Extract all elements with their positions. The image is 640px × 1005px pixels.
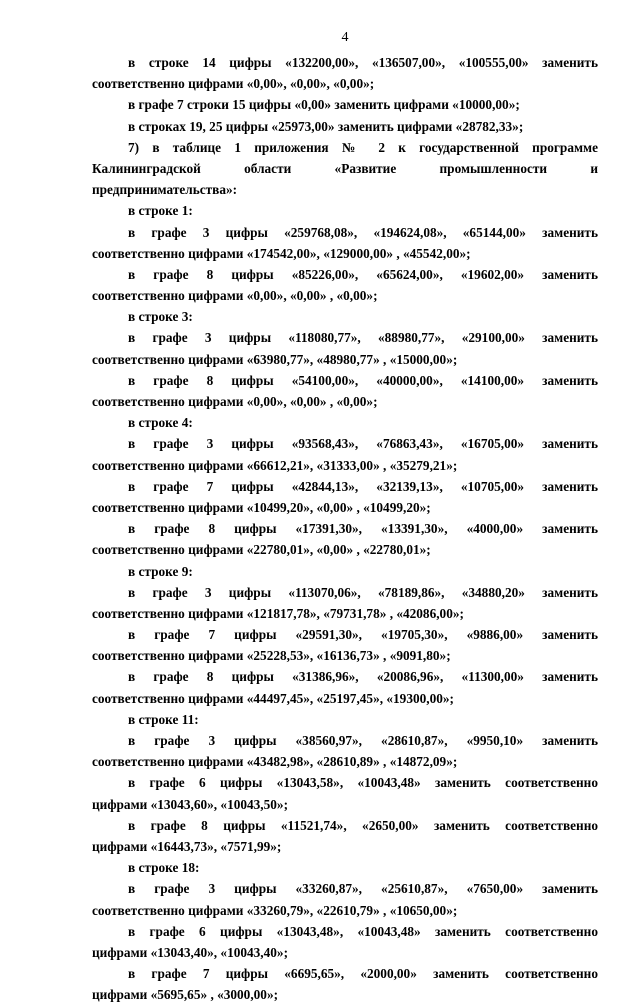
text-line: в графе 8 цифры «54100,00», «40000,00», «14100,00» заменить <box>128 372 598 388</box>
text-line: в графе 8 цифры «17391,30», «13391,30», «4000,00» заменить <box>128 521 598 537</box>
text-line: в графе 3 цифры «113070,06», «78189,86», «34880,20» заменить <box>128 584 598 600</box>
text-line: в графе 3 цифры «259768,08», «194624,08», «65144,00» заменить <box>128 224 598 240</box>
text-line: в строке 3: <box>128 309 193 325</box>
text-line: Калининградской области «Развитие промышленности и <box>92 160 598 176</box>
text-line: в графе 3 цифры «118080,77», «88980,77», «29100,00» заменить <box>128 330 598 346</box>
text-line: цифрами «13043,60», «10043,50»; <box>92 796 289 812</box>
text-line: в графе 7 цифры «42844,13», «32139,13», «10705,00» заменить <box>128 478 598 494</box>
document-body <box>92 52 598 1005</box>
text-line: в строке 1: <box>128 203 193 219</box>
text-line: в строке 18: <box>128 860 200 876</box>
text-line: в графе 8 цифры «31386,96», «20086,96», «11300,00» заменить <box>128 669 598 685</box>
text-line: соответственно цифрами «0,00», «0,00» , «0,00»; <box>92 288 378 304</box>
text-line: соответственно цифрами «66612,21», «31333,00» , «35279,21»; <box>92 457 458 473</box>
text-line: соответственно цифрами «22780,01», «0,00» , «22780,01»; <box>92 542 431 558</box>
text-line: в строке 11: <box>128 711 199 727</box>
text-line: предпринимательства»: <box>92 182 238 198</box>
text-line: в графе 7 цифры «6695,65», «2000,00» заменить соответственно <box>128 966 598 982</box>
text-line: 7) в таблице 1 приложения № 2 к государственной программе <box>128 139 598 155</box>
text-line: в строках 19, 25 цифры «25973,00» заменить цифрами «28782,33»; <box>128 118 524 134</box>
text-line: соответственно цифрами «0,00», «0,00» , «0,00»; <box>92 394 378 409</box>
text-line: соответственно цифрами «10499,20», «0,00» , «10499,20»; <box>92 499 431 515</box>
text-line: в графе 8 цифры «11521,74», «2650,00» заменить соответственно <box>128 817 598 833</box>
text-line: соответственно цифрами «33260,79», «22610,79» , «10650,00»; <box>92 902 458 918</box>
text-line: соответственно цифрами «0,00», «0,00», «0,00»; <box>92 76 375 92</box>
document-page <box>92 30 598 1005</box>
text-line: цифрами «16443,73», «7571,99»; <box>92 838 282 854</box>
text-line: в графе 6 цифры «13043,48», «10043,48» заменить соответственно <box>128 923 598 939</box>
text-line: в графе 8 цифры «85226,00», «65624,00», «19602,00» заменить <box>128 266 598 282</box>
text-line: в строке 4: <box>128 415 193 431</box>
text-line: соответственно цифрами «44497,45», «25197,45», «19300,00»; <box>92 690 454 706</box>
page-number: 4 <box>341 30 349 45</box>
text-line: соответственно цифрами «121817,78», «79731,78» , «42086,00»; <box>92 605 464 621</box>
text-line: в графе 3 цифры «33260,87», «25610,87», «7650,00» заменить <box>128 881 598 897</box>
text-line: в строке 9: <box>128 563 193 579</box>
text-line: в графе 7 строки 15 цифры «0,00» заменить цифрами «10000,00»; <box>128 97 520 113</box>
text-line: в графе 3 цифры «93568,43», «76863,43», «16705,00» заменить <box>128 436 598 452</box>
text-line: в графе 6 цифры «13043,58», «10043,48» заменить соответственно <box>128 775 598 791</box>
text-line: в графе 3 цифры «38560,97», «28610,87», «9950,10» заменить <box>128 733 598 748</box>
text-line: в строке 14 цифры «132200,00», «136507,00», «100555,00» заменить <box>128 55 598 70</box>
text-line: в графе 7 цифры «29591,30», «19705,30», «9886,00» заменить <box>128 627 598 643</box>
text-line: соответственно цифрами «25228,53», «16136,73» , «9091,80»; <box>92 648 451 664</box>
text-line: цифрами «5695,65» , «3000,00»; <box>92 987 279 1003</box>
text-line: соответственно цифрами «174542,00», «129000,00» , «45542,00»; <box>92 245 471 261</box>
text-line: цифрами «13043,40», «10043,40»; <box>92 944 289 960</box>
text-line: соответственно цифрами «43482,98», «28610,89» , «14872,09»; <box>92 754 458 770</box>
text-line: соответственно цифрами «63980,77», «48980,77» , «15000,00»; <box>92 351 458 367</box>
